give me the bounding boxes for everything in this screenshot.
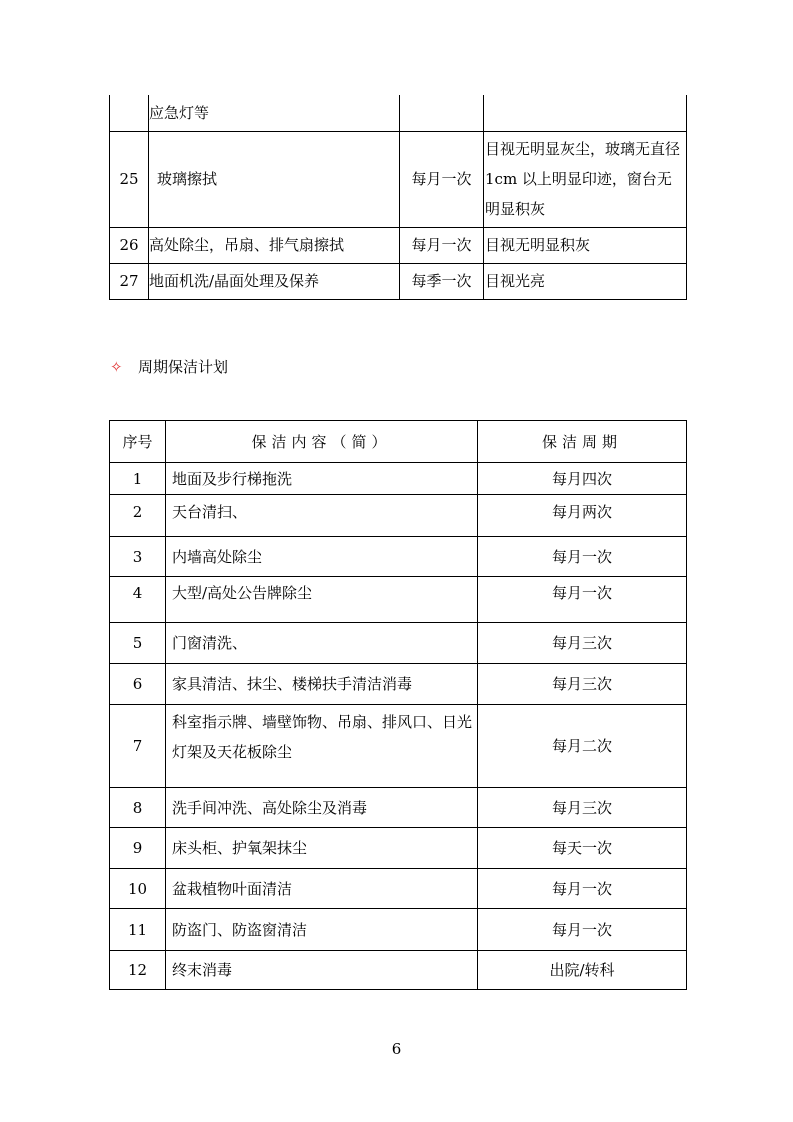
row-content: 终末消毒 — [166, 951, 478, 990]
row-number: 2 — [110, 495, 166, 537]
row-content: 门窗清洗、 — [166, 623, 478, 664]
row-period: 每月二次 — [478, 705, 687, 788]
table-row — [110, 95, 687, 131]
row-number: 8 — [110, 788, 166, 828]
table-row — [110, 537, 687, 577]
table-row — [110, 463, 687, 495]
row-number: 5 — [110, 623, 166, 664]
row-item: 应急灯等 — [149, 95, 400, 131]
table-row — [110, 705, 687, 788]
row-item: 高处除尘，吊扇、排气扇擦拭 — [149, 227, 400, 263]
row-period: 每月四次 — [478, 463, 687, 495]
row-number: 27 — [110, 263, 149, 299]
page-number: 6 — [391, 1040, 402, 1058]
row-frequency: 每季一次 — [400, 263, 484, 299]
row-item: 玻璃擦拭 — [149, 131, 400, 227]
table-row — [110, 623, 687, 664]
table-row — [110, 869, 687, 909]
row-period: 出院/转科 — [478, 951, 687, 990]
table-row — [110, 577, 687, 623]
row-number: 3 — [110, 537, 166, 577]
row-number: 9 — [110, 828, 166, 869]
row-period: 每月两次 — [478, 495, 687, 537]
row-number: 1 — [110, 463, 166, 495]
table-row — [110, 828, 687, 869]
row-frequency: 每月一次 — [400, 131, 484, 227]
row-number — [110, 95, 149, 131]
row-period: 每月一次 — [478, 869, 687, 909]
header-period: 保洁周期 — [478, 421, 687, 463]
row-content: 科室指示牌、墙壁饰物、吊扇、排风口、日光灯架及天花板除尘 — [166, 705, 478, 788]
row-standard: 目视无明显积灰 — [484, 227, 687, 263]
diamond-icon: ✧ — [110, 358, 123, 376]
row-content: 防盗门、防盗窗清洁 — [166, 909, 478, 951]
table-row — [110, 263, 687, 299]
row-standard: 目视光亮 — [484, 263, 687, 299]
row-standard: 目视无明显灰尘，玻璃无直径1cm 以上明显印迹，窗台无明显积灰 — [484, 131, 687, 227]
row-period: 每月一次 — [478, 537, 687, 577]
table-row — [110, 909, 687, 951]
header-content: 保洁内容（简） — [166, 421, 478, 463]
row-period: 每月三次 — [478, 623, 687, 664]
row-period: 每月一次 — [478, 577, 687, 623]
row-period: 每天一次 — [478, 828, 687, 869]
cleaning-standard-table — [109, 95, 687, 300]
row-period: 每月三次 — [478, 788, 687, 828]
table-row — [110, 131, 687, 227]
row-period: 每月一次 — [478, 909, 687, 951]
row-number: 11 — [110, 909, 166, 951]
section-title: 周期保洁计划 — [138, 358, 229, 376]
row-frequency — [400, 95, 484, 131]
row-content: 盆栽植物叶面清洁 — [166, 869, 478, 909]
table-row — [110, 951, 687, 990]
row-item: 地面机洗/晶面处理及保养 — [149, 263, 400, 299]
table-row — [110, 664, 687, 705]
header-number: 序号 — [110, 421, 166, 463]
row-number: 6 — [110, 664, 166, 705]
row-content: 大型/高处公告牌除尘 — [166, 577, 478, 623]
table-row — [110, 495, 687, 537]
row-period: 每月三次 — [478, 664, 687, 705]
row-number: 26 — [110, 227, 149, 263]
row-number: 25 — [110, 131, 149, 227]
row-content: 洗手间冲洗、高处除尘及消毒 — [166, 788, 478, 828]
row-frequency: 每月一次 — [400, 227, 484, 263]
row-number: 7 — [110, 705, 166, 788]
section-heading — [110, 354, 228, 380]
row-content: 家具清洁、抹尘、楼梯扶手清洁消毒 — [166, 664, 478, 705]
row-standard — [484, 95, 687, 131]
table-row — [110, 788, 687, 828]
row-number: 4 — [110, 577, 166, 623]
row-content: 地面及步行梯拖洗 — [166, 463, 478, 495]
row-content: 内墙高处除尘 — [166, 537, 478, 577]
row-content: 床头柜、护氧架抹尘 — [166, 828, 478, 869]
row-number: 10 — [110, 869, 166, 909]
row-content: 天台清扫、 — [166, 495, 478, 537]
table-row — [110, 227, 687, 263]
row-number: 12 — [110, 951, 166, 990]
cleaning-schedule-table — [109, 420, 687, 990]
table-header-row — [110, 421, 687, 463]
